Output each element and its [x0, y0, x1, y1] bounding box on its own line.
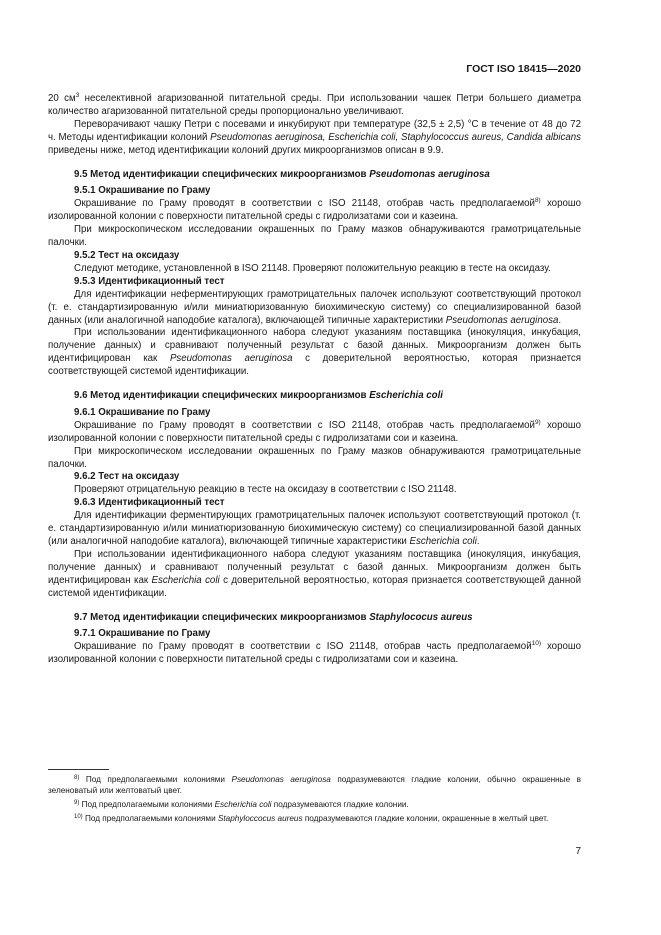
section-9-6-1-paragraph: Окрашивание по Граму проводят в соответствии с ISO 21148, отобрав часть предполагаемой$^{9)}$ хорошо изолированной колонии с поверхности питательной среды с гидролизатами сои и казеина. [48, 418, 582, 444]
footnotes [48, 774, 581, 827]
section-9-6-1-heading: 9.6.1 Окрашивание по Граму [74, 406, 211, 418]
intro-paragraph-2: Переворачивают чашку Петри с посевами и инкубируют при температуре (32,5 ± 2,5) °C в течение от 48 до 72 ч. Методы идентификации колоний Pseudomonas aeruginosa, Escherichia coli, Staphylococcus aureus, Candida albicans приведены ниже, метод идентификации колоний других микроорганизмов описан в 9.9. [48, 118, 581, 156]
section-9-6-1-paragraph-2: При микроскопическом исследовании окрашенных по Граму мазков обнаруживаются грамотрицательные палочки. [48, 445, 581, 470]
section-9-5-2-heading: 9.5.2 Тест на оксидазу [74, 249, 180, 261]
footnote-divider [48, 769, 109, 770]
footnote-ref-9[interactable]: 9) [534, 418, 541, 426]
document-body [48, 93, 581, 667]
footnote-9: $^{9)}$ Под предполагаемыми колониями Escherichia coli подразумеваются гладкие колонии. [74, 800, 409, 809]
section-9-5-1-paragraph: Окрашивание по Граму проводят в соответствии с ISO 21148, отобрав часть предполагаемой$^{8)}$ хорошо изолированной колонии с поверхности питательной среды с гидролизатами сои и казеина. [48, 197, 582, 223]
section-9-5-3-paragraph-2: При использовании идентификационного набора следуют указаниям поставщика (инокуляция, инкубация, получение данных) и сравнивают полученный результат с базой данных. Микроорганизм должен быть идентифицирован как Pseudomonas aeruginosa с доверительной вероятностью, которая признается соответствующей системой идентификации. [48, 327, 581, 378]
footnote-ref-10[interactable]: 10) [531, 640, 542, 648]
section-9-6-3-paragraph-2: При использовании идентификационного набора следуют указаниям поставщика (инокуляция, инкубация, получение данных) и сравнивают полученный результат с базой данных. Микроорганизм должен быть идентифицирован как Escherichia coli с доверительной вероятностью, которая признается соответствующей данной системой идентификации. [48, 548, 581, 599]
section-9-5-title: 9.5 Метод идентификации специфических микроорганизмов Pseudomonas aeruginosa [74, 168, 490, 180]
section-9-7-title: 9.7 Метод идентификации специфических микроорганизмов Staphylococus aureus [74, 611, 473, 623]
section-9-5-3-heading: 9.5.3 Идентификационный тест [74, 275, 225, 287]
section-9-6-2-paragraph: Проверяют отрицательную реакцию в тесте на оксидазу в соответствии с ISO 21148. [74, 484, 457, 496]
section-9-7-1-paragraph: Окрашивание по Граму проводят в соответствии с ISO 21148, отобрав часть предполагаемой$^{10)}$ хорошо изолированной колонии с поверхности питательной среды с гидролизатами сои и казеина. [48, 640, 581, 666]
document-code-header: ГОСТ ISO 18415—2020 [466, 63, 581, 75]
section-9-5-1-heading: 9.5.1 Окрашивание по Граму [74, 185, 211, 197]
section-9-5-1-paragraph-2: При микроскопическом исследовании окрашенных по Граму мазков обнаруживаются грамотрицательные палочки. [48, 224, 581, 249]
section-9-5-3-paragraph: Для идентификации неферментирующих грамотрицательных палочек используют соответствующий протокол (т. е. стандартизированную и/или миниатюризованную биохимическую систему) со специализированной базой данных (или аналогичной наподобие каталога), включающей типичные характеристики Pseudomonas aeruginosa. [48, 288, 581, 326]
section-9-5-2-paragraph: Следуют методике, установленной в ISO 21148. Проверяют положительную реакцию в тесте на оксидазу. [74, 262, 551, 274]
section-9-7-1-heading: 9.7.1 Окрашивание по Граму [74, 628, 211, 640]
intro-paragraph-1: 20 $см^3$ неселективной агаризованной питательной среды. При использовании чашек Петри большего диаметра количество агаризованной питательной среды пропорционально увеличивают. [48, 92, 581, 117]
section-9-6-2-heading: 9.6.2 Тест на оксидазу [74, 471, 180, 483]
footnote-ref-8[interactable]: 8) [534, 197, 541, 205]
section-9-6-3-heading: 9.6.3 Идентификационный тест [74, 497, 225, 509]
section-9-6-3-paragraph: Для идентификации ферментирующих грамотрицательных палочек используют соответствующий протокол (т. е. стандартизированную и/или миниатюризованную биохимическую систему) со специализированной базой данных (или аналогичной наподобие каталога), включающей типичные характеристики Escherichia coli. [48, 510, 581, 547]
footnote-10: $^{10)}$ Под предполагаемыми колониями Staphyloccocus aureus подразумеваются гладкие колонии, окрашенные в желтый цвет. [74, 814, 549, 823]
footnote-8: $^{8)}$ Под предполагаемыми колониями Pseudomonas aeruginosa подразумеваются гладкие колонии, обычно окрашенные в зеленоватый или желтоватый цвет. [48, 775, 581, 795]
page-number: 7 [575, 846, 581, 857]
section-9-6-title: 9.6 Метод идентификации специфических микроорганизмов Escherichia coli [74, 390, 443, 402]
